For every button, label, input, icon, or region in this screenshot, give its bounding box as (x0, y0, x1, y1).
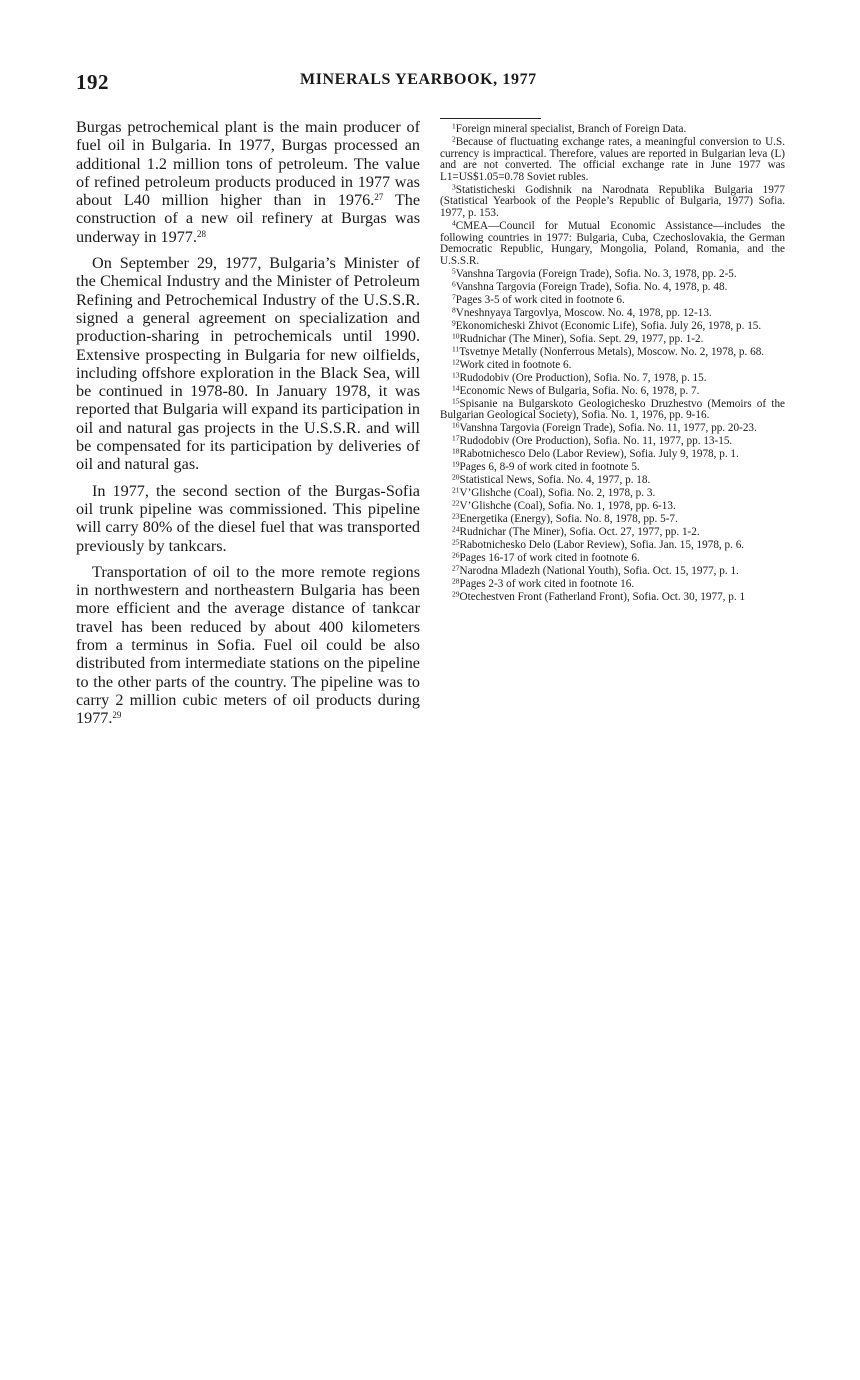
footnote-number: 4 (452, 218, 456, 228)
footnote-number: 27 (452, 563, 460, 573)
footnote-text: Statistical News, Sofia. No. 4, 1977, p. 18. (459, 474, 651, 487)
footnote-text: Rabotnichesco Delo (Labor Review), Sofia. July 9, 1978, p. 1. (459, 448, 739, 461)
footnote (440, 305, 785, 320)
footnote-number: 21 (452, 485, 460, 495)
footnote-text: Rabotnichesko Delo (Labor Review), Sofia. Jan. 15, 1978, p. 6. (459, 538, 745, 551)
footnote-ref[interactable]: 29 (112, 710, 122, 721)
footnote (440, 459, 785, 474)
footnote (440, 446, 785, 461)
footnote (440, 396, 785, 422)
footnote (440, 498, 785, 513)
paragraph: In 1977, the second section of the Burgas-Sofia oil trunk pipeline was commissioned. This pipeline will carry 80% of the diesel fuel that was transported previously by tankcars. (76, 481, 420, 555)
footnote-number: 16 (452, 420, 460, 430)
footnote-text: Otechestven Front (Fatherland Front), Sofia. Oct. 30, 1977, p. 1 (459, 590, 746, 603)
footnote (440, 511, 785, 526)
footnote (440, 485, 785, 500)
footnote-text: Because of fluctuating exchange rates, a meaningful conversion to U.S. currency is impractical. Therefore, values are reported in Bulgarian leva (L) and are not converted. The official exchange rate in June 1977 was L1=US$1.05=0.78 Soviet rubles. (440, 135, 785, 183)
footnote-text: Rudodobiv (Ore Production), Sofia. No. 11, 1977, pp. 13-15. (459, 435, 733, 448)
footnote-number: 13 (452, 370, 460, 380)
footnote-number: 23 (452, 511, 460, 521)
footnote (440, 472, 785, 487)
footnote (440, 563, 785, 578)
footnote (440, 279, 785, 294)
footnote-text: V’Glishche (Coal), Sofia. No. 1, 1978, pp. 6-13. (459, 500, 676, 513)
footnote (440, 318, 785, 333)
footnote-number: 2 (452, 134, 456, 144)
footnote-number: 29 (452, 589, 460, 599)
footnote (440, 331, 785, 346)
footnote-text: Spisanie na Bulgarskoto Geologichesko Druzhestvo (Memoirs of the Bulgarian Geological Society), Sofia. No. 1, 1976, pp. 9-16. (440, 397, 785, 422)
footnote (440, 292, 785, 307)
footnote (440, 357, 785, 372)
footnote-number: 11 (452, 344, 460, 354)
footnote-text: Rudodobiv (Ore Production), Sofia. No. 7, 1978, p. 15. (459, 371, 707, 384)
footnote-text: Pages 16-17 of work cited in footnote 6. (459, 551, 640, 564)
paragraph: Transportation of oil to the more remote regions in northwestern and northeastern Bulgaria has been more efficient and the average distance of tankcar travel has been reduced by about 400 kilometers from a terminus in Sofia. Fuel oil could be also distributed from intermediate stations on the pipeline to the other parts of the country. The pipeline was to carry 2 million cubic meters of oil products during 1977.29 (76, 562, 420, 728)
footnote-number: 20 (452, 472, 460, 482)
footnote-number: 1 (452, 121, 456, 131)
footnote-text: Economic News of Bulgaria, Sofia. No. 6, 1978, p. 7. (459, 384, 700, 397)
footnote (440, 420, 785, 435)
footnote-number: 8 (452, 305, 456, 315)
footnote-number: 25 (452, 537, 460, 547)
footnote (440, 266, 785, 281)
footnote-text: Vneshnyaya Targovlya, Moscow. No. 4, 1978, pp. 12-13. (455, 306, 712, 319)
footnote-number: 26 (452, 550, 460, 560)
main-text-column (76, 118, 420, 736)
footnotes-column (440, 121, 785, 605)
footnote-number: 18 (452, 446, 460, 456)
footnote-text: V’Glishche (Coal), Sofia. No. 2, 1978, p. 3. (459, 487, 656, 500)
footnote (440, 218, 785, 267)
footnote-number: 28 (452, 576, 460, 586)
footnote-number: 15 (452, 396, 460, 406)
footnote-text: Pages 3-5 of work cited in footnote 6. (455, 293, 625, 306)
footnote (440, 370, 785, 385)
footnote-text: Vanshna Targovia (Foreign Trade), Sofia. No. 3, 1978, pp. 2-5. (455, 267, 737, 280)
paragraph: On September 29, 1977, Bulgaria’s Minister of the Chemical Industry and the Minister of Petroleum Refining and Petrochemical Industry of the U.S.S.R. signed a general agreement on specialization and production-sharing in petrochemicals until 1990. Extensive prospecting in Bulgaria for new oilfields, including offshore exploration in the Black Sea, will be continued in 1978-80. In January 1978, it was reported that Bulgaria will expand its participation in oil and natural gas projects in the U.S.S.R. and will be compensated for its participation by deliveries of oil and natural gas. (76, 254, 420, 474)
footnote-ref[interactable]: 27 (374, 192, 384, 203)
footnote (440, 344, 785, 359)
footnote-number: 6 (452, 279, 456, 289)
footnote-text: Rudnichar (The Miner), Sofia. Oct. 27, 1977, pp. 1-2. (459, 525, 700, 538)
footnote (440, 550, 785, 565)
footnote (440, 576, 785, 591)
footnote-number: 17 (452, 433, 460, 443)
footnote-number: 22 (452, 498, 460, 508)
footnote-number: 14 (452, 383, 460, 393)
footnote-number: 5 (452, 266, 456, 276)
footnote-rule (440, 118, 541, 119)
footnote-number: 12 (452, 357, 460, 367)
footnote-number: 10 (452, 331, 460, 341)
footnote-text: Statisticheski Godishnik na Narodnata Republika Bulgaria 1977 (Statistical Yearbook of the People’s Republic of Bulgaria, 1977) Sofia. 1977, p. 153. (440, 183, 785, 219)
running-head: MINERALS YEARBOOK, 1977 (300, 71, 537, 88)
footnote-text: CMEA—Council for Mutual Economic Assistance—includes the following countries in 1977: Bulgaria, Cuba, Czechoslovakia, the German Democratic Republic, Hungary, Mongolia, Poland, Romania, and the U.S.S.R. (440, 219, 785, 267)
footnote (440, 383, 785, 398)
footnote-text: Vanshna Targovia (Foreign Trade), Sofia. No. 4, 1978, p. 48. (455, 280, 728, 293)
footnote-text: Vanshna Targovia (Foreign Trade), Sofia. No. 11, 1977, pp. 20-23. (459, 422, 757, 435)
footnote-number: 24 (452, 524, 460, 534)
footnote-text: Tsvetnye Metally (Nonferrous Metals), Moscow. No. 2, 1978, p. 68. (459, 345, 765, 358)
footnote (440, 134, 785, 183)
footnote-text: Rudnichar (The Miner), Sofia. Sept. 29, 1977, pp. 1-2. (459, 332, 704, 345)
footnote (440, 182, 785, 220)
footnote-text: Energetika (Energy), Sofia. No. 8, 1978, pp. 5-7. (459, 513, 678, 525)
footnote-ref[interactable]: 28 (196, 228, 206, 239)
footnote (440, 433, 785, 448)
footnote-text: Pages 2-3 of work cited in footnote 16. (459, 577, 635, 590)
footnote (440, 121, 785, 136)
footnote-number: 7 (452, 292, 456, 302)
footnote-text: Foreign mineral specialist, Branch of Foreign Data. (455, 123, 687, 135)
footnote-number: 19 (452, 459, 460, 469)
footnote-text: Ekonomicheski Zhivot (Economic Life), Sofia. July 26, 1978, p. 15. (455, 319, 762, 332)
footnote-number: 3 (452, 182, 456, 192)
page-number: 192 (76, 70, 109, 94)
footnote (440, 524, 785, 539)
footnote-text: Work cited in footnote 6. (459, 358, 572, 371)
footnote (440, 589, 785, 604)
footnote (440, 537, 785, 552)
footnote-text: Pages 6, 8-9 of work cited in footnote 5. (459, 461, 640, 474)
footnote-text: Narodna Mladezh (National Youth), Sofia. Oct. 15, 1977, p. 1. (459, 564, 739, 577)
footnote-number: 9 (452, 318, 456, 328)
paragraph: Burgas petrochemical plant is the main producer of fuel oil in Bulgaria. In 1977, Burgas processed an additional 1.2 million tons of petroleum. The value of refined petroleum products produced in 1977 was about L40 million higher than in 1976.27 The construction of a new oil refinery at Burgas was underway in 1977.28 (76, 118, 421, 246)
